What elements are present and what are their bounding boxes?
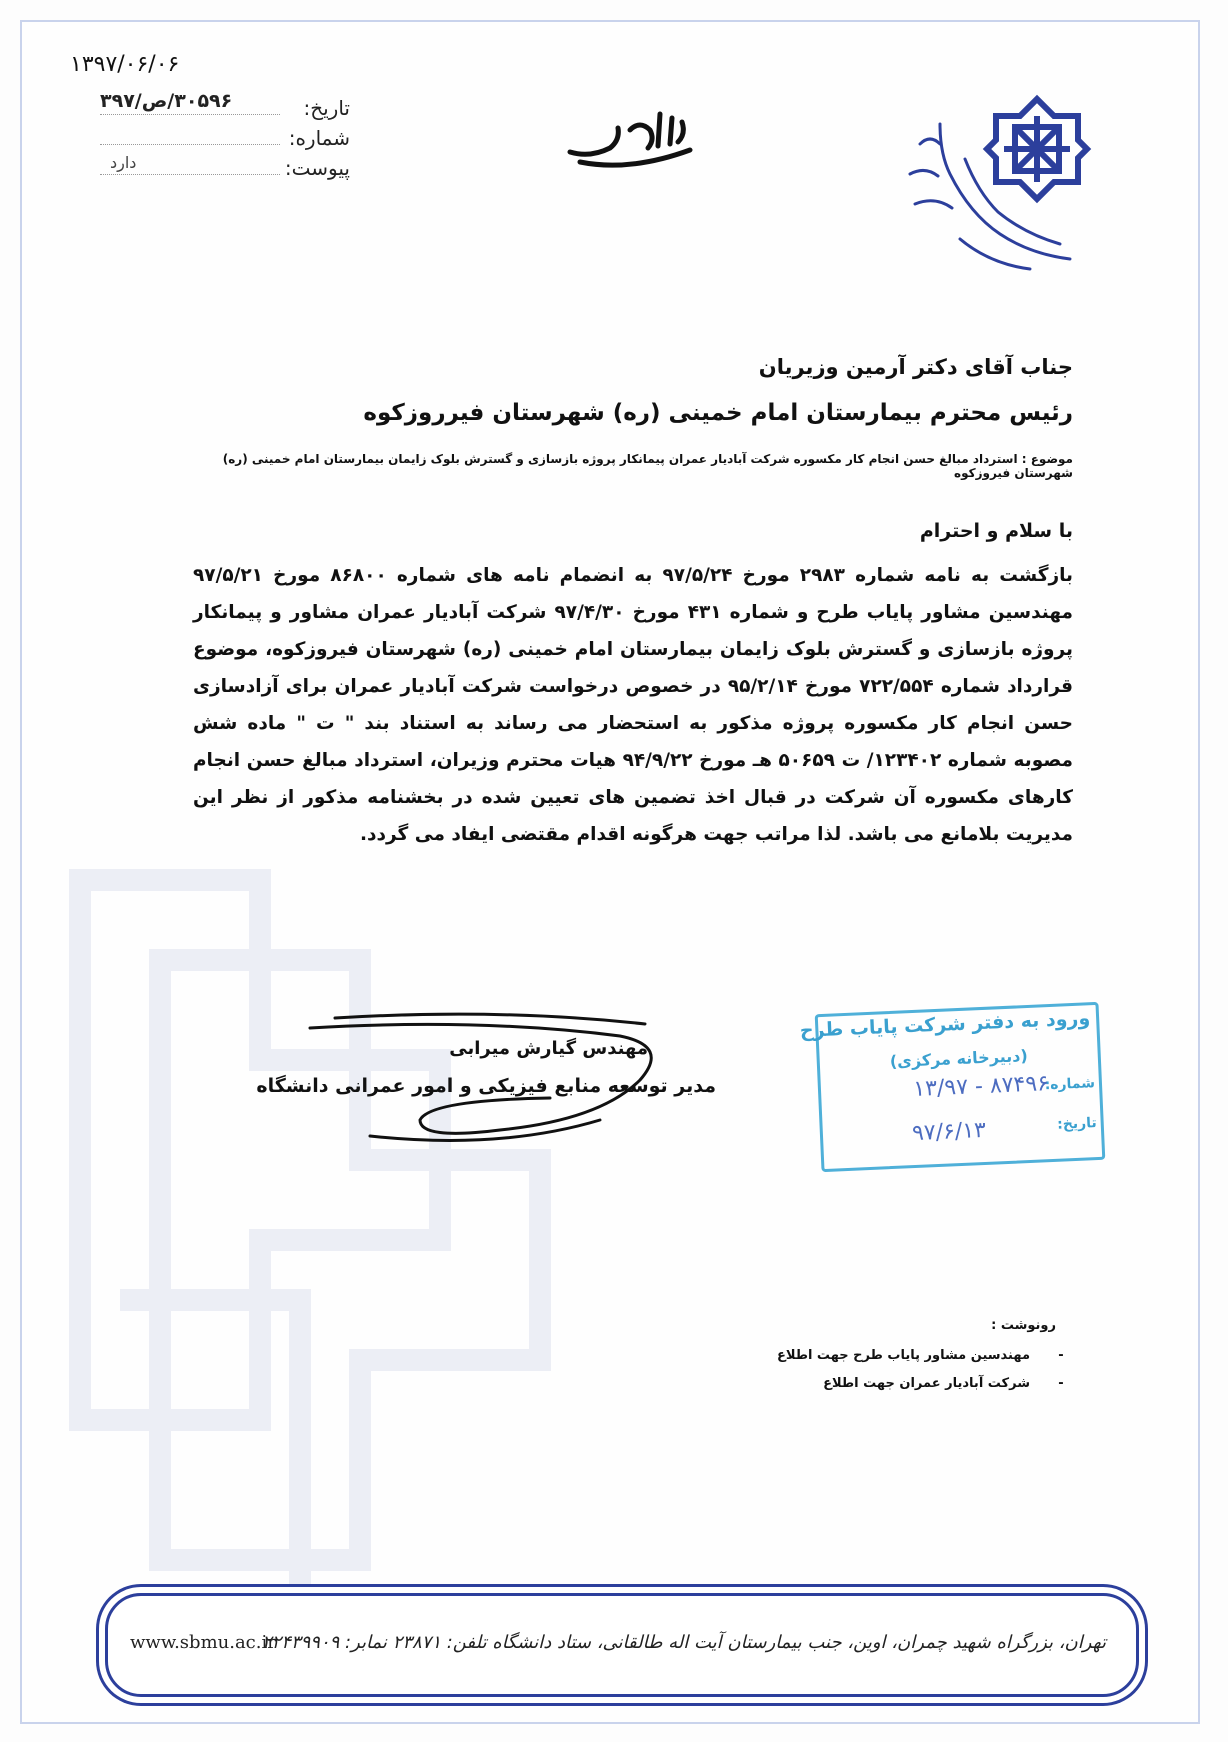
cc-label: رونوشت :: [991, 1318, 1056, 1333]
meta-row-number: [100, 126, 350, 156]
cc-dash: -: [1058, 1348, 1064, 1363]
stamp-title: ورود به دفتر شرکت پایاب طرح: [799, 1007, 1091, 1042]
meta-label-attachment: پیوست:: [284, 156, 350, 180]
receipt-stamp: [799, 1002, 1106, 1172]
letter-body: بازگشت به نامه شماره ۲۹۸۳ مورخ ۹۷/۵/۲۴ به انضمام نامه های شماره ۸۶۸۰۰ مورخ ۹۷/۵/۲۱ مهندسین مشاور پایاب طرح و شماره ۴۳۱ مورخ ۹۷/۴/۳۰ شرکت آبادیار عمران مشاور و پیمانکار پروژه بازسازی و گسترش بلوک زایمان بیمارستان امام خمینی (ره) شهرستان فیروزکوه، موضوع قرارداد شماره ۷۲۲/۵۵۴ مورخ ۹۵/۲/۱۴ در خصوص درخواست شرکت آبادیار عمران برای آزادسازی حسن انجام کار مکسوره پروژه مذکور به استحضار می رساند به استناد بند " ت " ماده شش مصوبه شماره ۱۲۳۴۰۲/ ت ۵۰۶۵۹ هـ مورخ ۹۴/۹/۲۲ هیات محترم وزیران، استرداد مبالغ حسن انجام کارهای مکسوره آن شرکت در قبال اخذ تضمین های تعیین شده در بخشنامه مذکور از نظر این مدیریت بلامانع می باشد. لذا مراتب جهت هرگونه اقدام مقتضی ایفاد می گردد.: [193, 565, 1074, 845]
stamp-subtitle: (دبیرخانه مرکزی): [889, 1046, 1029, 1072]
footer-website-link[interactable]: www.sbmu.ac.ir: [130, 1632, 276, 1653]
meta-value-attachment: دارد: [110, 153, 137, 172]
letterhead-footer: [105, 1593, 1139, 1697]
letter-greeting: با سلام و احترام: [919, 520, 1073, 542]
meta-row-date: [100, 90, 350, 126]
recipient-title: رئیس محترم بیمارستان امام خمینی (ره) شهرستان فیرروزکوه: [363, 400, 1073, 426]
cc-item: [777, 1348, 1068, 1363]
signer-name: مهندس گیارش میرابی: [449, 1038, 648, 1059]
signer-title: مدیر توسعه منابع فیزیکی و امور عمرانی دانشگاه: [256, 1075, 716, 1097]
recipient-name: جناب آقای دکتر آرمین وزیریان: [758, 355, 1073, 379]
university-name-calligraphy: [880, 104, 1080, 274]
letter-meta: [100, 90, 350, 186]
meta-label-number: شماره:: [288, 126, 350, 150]
meta-value-date: ۳۰۵۹۶/ص/۳۹۷: [100, 90, 233, 112]
watermark-pattern: [40, 800, 600, 1700]
university-logo: [880, 94, 1100, 284]
stamp-number-label: شماره:: [1044, 1075, 1096, 1094]
stamp-number-value: ۱۳/۹۷ - ۸۷۴۹۶: [912, 1071, 1050, 1103]
letter-subject: موضوع : استرداد مبالغ حسن انجام کار مکسوره شرکت آبادیار عمران پیمانکار پروژه بازسازی و گسترش بلوک زایمان بیمارستان امام خمینی (ره) شهرستان فیروزکوه: [222, 452, 1073, 480]
cc-item: [823, 1376, 1068, 1391]
cc-dash: -: [1058, 1376, 1064, 1391]
cc-item-text: شرکت آبادیار عمران جهت اطلاع: [823, 1376, 1030, 1391]
stamp-date-label: تاریخ:: [1056, 1115, 1098, 1133]
footer-address: تهران، بزرگراه شهید چمران، اوین، جنب بیمارستان آیت اله طالقانی، ستاد دانشگاه تلفن: ۲۳۸۷۱ نمابر: ۲۲۴۳۹۹۰۹: [261, 1632, 1106, 1653]
cc-item-text: مهندسین مشاور پایاب طرح جهت اطلاع: [776, 1348, 1030, 1363]
meta-row-attachment: [100, 153, 350, 186]
meta-label-date: تاریخ:: [303, 96, 350, 120]
letter-top-date: ۱۳۹۷/۰۶/۰۶: [70, 52, 180, 77]
bismillah-calligraphy: [560, 100, 700, 180]
stamp-date-value: ۹۷/۶/۱۳: [911, 1117, 987, 1147]
